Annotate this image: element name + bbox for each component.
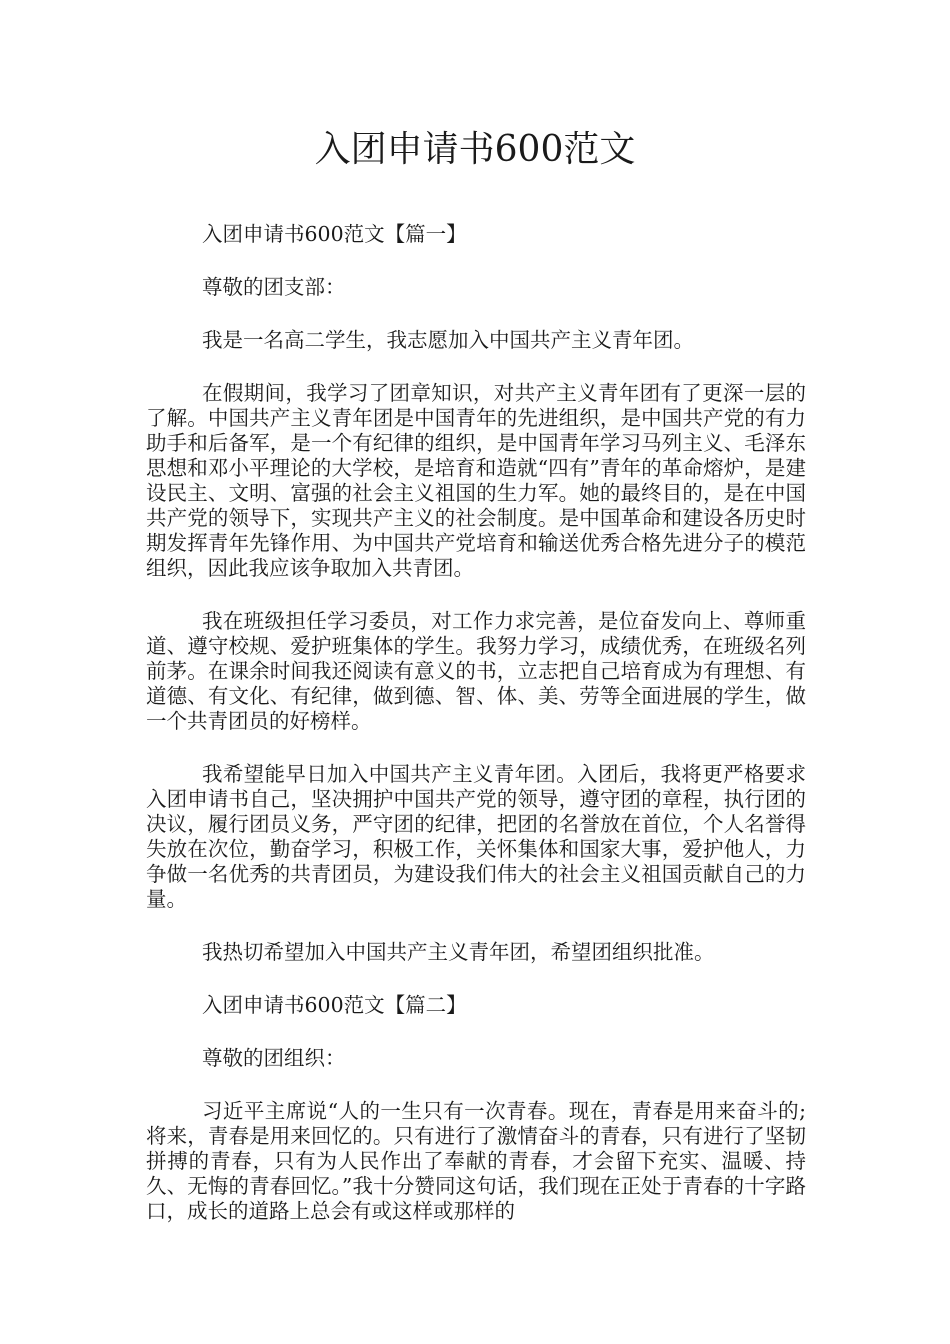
body-paragraph: 我在班级担任学习委员，对工作力求完善，是位奋发向上、尊师重道、遵守校规、爱护班集体的学生。我努力学习，成绩优秀，在班级名列前茅。在课余时间我还阅读有意义的书，立志把自己培育成为有理想、有道德、有文化、有纪律，做到德、智、体、美、劳等全面进展的学生，做一个共青团员的好榜样。 <box>146 609 806 733</box>
salutation-2: 尊敬的团组织： <box>202 1046 346 1070</box>
document-body <box>146 222 806 1252</box>
body-paragraph: 我希望能早日加入中国共产主义青年团。入团后，我将更严格要求入团申请书自己，坚决拥护中国共产党的领导，遵守团的章程，执行团的决议，履行团员义务，严守团的纪律，把团的名誉放在首位，个人名誉得失放在次位，勤奋学习，积极工作，关怀集体和国家大事，爱护他人，力争做一名优秀的共青团员，为建设我们伟大的社会主义祖国贡献自己的力量。 <box>146 762 806 911</box>
section-heading-2: 入团申请书600范文【篇二】 <box>202 993 467 1017</box>
body-paragraph: 在假期间，我学习了团章知识，对共产主义青年团有了更深一层的了解。中国共产主义青年团是中国青年的先进组织，是中国共产党的有力助手和后备军，是一个有纪律的组织，是中国青年学习马列主义、毛泽东思想和邓小平理论的大学校，是培育和造就“四有”青年的革命熔炉，是建设民主、文明、富强的社会主义祖国的生力军。她的最终目的，是在中国共产党的领导下，实现共产主义的社会制度。是中国革命和建设各历史时期发挥青年先锋作用、为中国共产党培育和输送优秀合格先进分子的模范组织，因此我应该争取加入共青团。 <box>146 381 806 580</box>
section-heading-1: 入团申请书600范文【篇一】 <box>202 222 467 246</box>
salutation-1: 尊敬的团支部： <box>202 275 346 299</box>
body-paragraph: 习近平主席说“人的一生只有一次青春。现在，青春是用来奋斗的;将来，青春是用来回忆的。只有进行了激情奋斗的青春，只有进行了坚韧拼搏的青春，只有为人民作出了奉献的青春，才会留下充实、温暖、持久、无悔的青春回忆。”我十分赞同这句话，我们现在正处于青春的十字路口，成长的道路上总会有或这样或那样的 <box>146 1099 806 1223</box>
body-paragraph: 我热切希望加入中国共产主义青年团，希望团组织批准。 <box>202 940 715 964</box>
document-title: 入团申请书600范文 <box>314 129 636 170</box>
body-paragraph: 我是一名高二学生，我志愿加入中国共产主义青年团。 <box>202 328 694 352</box>
